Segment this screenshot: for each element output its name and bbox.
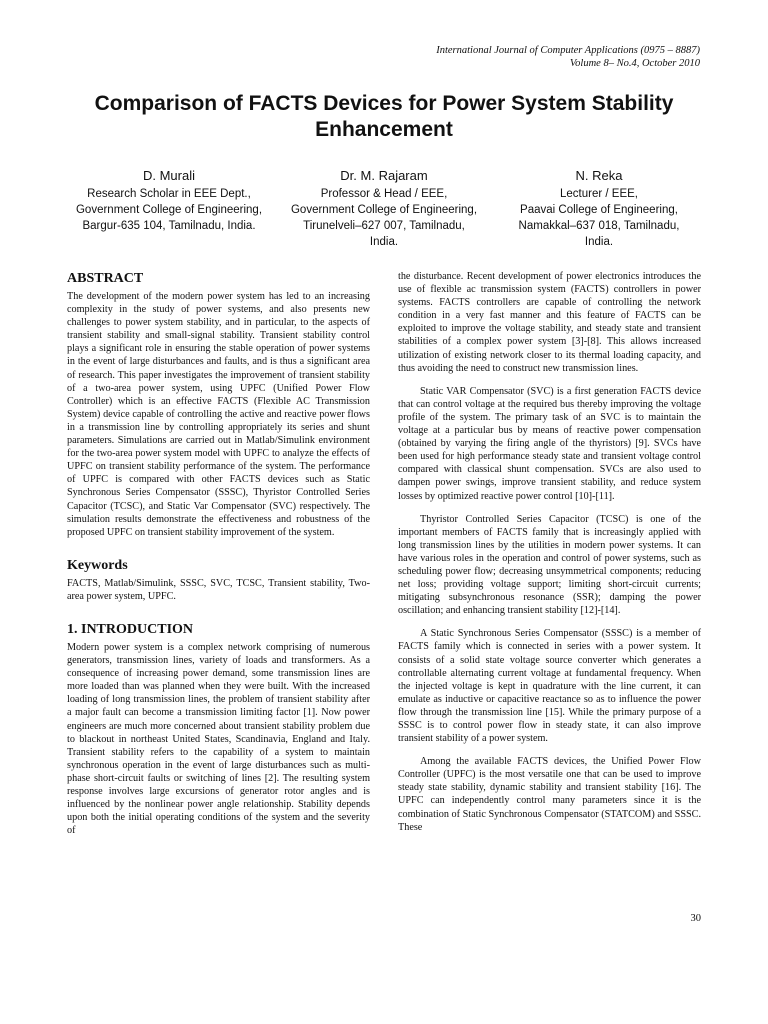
author-affiliation-line: India. bbox=[369, 236, 399, 248]
author-block bbox=[64, 166, 704, 250]
journal-volume: Volume 8– No.4, October 2010 bbox=[569, 58, 700, 69]
author-affiliation-line: Government College of Engineering, bbox=[290, 204, 478, 216]
paper-title: Comparison of FACTS Devices for Power System Stability Enhancement bbox=[94, 92, 674, 141]
keywords-text: FACTS, Matlab/Simulink, SSSC, SVC, TCSC, Transient stability, Two-area power system, UPFC. bbox=[67, 577, 370, 602]
introduction-paragraph: Modern power system is a complex network comprising of numerous generators, transmission lines, variety of loads and transformers. As a consequence of increasing power demand, some transmission lines are more loaded than was planned when they were built. With the increased loading of long transmission lines, the problem of transient stability after a major fault can become a transmission limiting factor [1]. Now power engineers are much more concerned about transient stability problem due to blackout in northeast United States, Scandinavia, England and Italy. Transient stability refers to the capability of a system to maintain synchronous operation in the event of large disturbances such as multi-phase short-circuit faults or switching of lines [2]. The resulting system response involves large excursions of generator rotor angles and is influenced by the nonlinear power angle relationship. Stability depends upon both the initial operating conditions of the system and the severity of bbox=[67, 641, 370, 837]
author-affiliation-line: Lecturer / EEE, bbox=[560, 188, 638, 200]
author-2 bbox=[279, 166, 489, 250]
introduction-paragraph: the disturbance. Recent development of power electronics introduces the use of flexible ac transmission system (FACTS) controllers in power systems. FACTS controllers are capable of controlling the network condition in a very fast manner and this feature of FACTS can be exploited to improve the voltage stability, and steady state and transient stabilities of a complex power system [3]-[8]. This allows increased utilization of existing network closer to its thermal loading capacity, and thus avoiding the need to construct new transmission lines. bbox=[398, 271, 701, 374]
introduction-heading: 1. INTRODUCTION bbox=[67, 621, 194, 637]
introduction-paragraph: Among the available FACTS devices, the Unified Power Flow Controller (UPFC) is the most versatile one that can be used to improve steady state stability, dynamic stability and transient stability [16]. The UPFC can independently control many parameters since it is the combination of Static Synchronous Compensator (STATCOM) and SSSC. These bbox=[398, 756, 701, 833]
author-affiliation-line: Tirunelveli–627 007, Tamilnadu, bbox=[303, 220, 465, 232]
author-name: N. Reka bbox=[575, 168, 623, 183]
journal-name: International Journal of Computer Applications (0975 – 8887) bbox=[436, 45, 700, 56]
right-column bbox=[398, 270, 701, 844]
author-name: Dr. M. Rajaram bbox=[340, 168, 428, 183]
author-affiliation-line: Namakkal–637 018, Tamilnadu, bbox=[518, 220, 680, 232]
author-3 bbox=[494, 166, 704, 250]
author-affiliation-line: Bargur-635 104, Tamilnadu, India. bbox=[82, 220, 256, 232]
left-column bbox=[67, 270, 370, 847]
keywords-heading: Keywords bbox=[67, 557, 128, 573]
introduction-paragraph: Thyristor Controlled Series Capacitor (TCSC) is one of the important members of FACTS family that is increasingly applied with long transmission lines by the utilities in modern power systems. It can have various roles in the operation and control of power systems, such as scheduling power flow; decreasing unsymmetrical components; reducing net loss; providing voltage support; limiting short-circuit currents; mitigating subsynchronous resonance (SSR); damping the power oscillation; and enhancing transient stability [12]-[14]. bbox=[398, 513, 701, 617]
author-affiliation-line: Professor & Head / EEE, bbox=[320, 188, 448, 200]
page-number: 30 bbox=[690, 913, 701, 924]
author-affiliation-line: Paavai College of Engineering, bbox=[520, 204, 678, 216]
author-affiliation-line: Government College of Engineering, bbox=[75, 204, 263, 216]
abstract-text: The development of the modern power system has led to an increasing complexity in the study of power systems, and also presents new challenges to power system stability, and in particular, to the aspects of transient stability and small-signal stability. Transient stability control plays a significant role in ensuring the stable operation of power systems in the event of large disturbances and faults, and is thus a significant area of research. This paper investigates the improvement of transient stability of a two-area power system, using UPFC (Unified Power Flow Controller) which is an effective FACTS (Flexible AC Transmission System) device capable of controlling the active and reactive power flows in a transmission line by controlling appropriately its series and shunt parameters. Simulations are carried out in Matlab/Simulink environment for the two-area power system model with UPFC to analyze the effects of UPFC on transient stability performance of the system. The performance of UPFC is compared with other FACTS devices such as Static Synchronous Series Compensator (SSSC), Thyristor Controlled Series Capacitor (TCSC), and Static Var Compensator (SVC) respectively. The simulation results demonstrate the effectiveness and robustness of the proposed UPFC on transient stability improvement of the system. bbox=[67, 291, 370, 538]
abstract-heading: ABSTRACT bbox=[67, 271, 144, 286]
author-1 bbox=[64, 166, 274, 250]
author-affiliation-line: India. bbox=[584, 236, 614, 248]
journal-header bbox=[436, 44, 700, 70]
introduction-paragraph: Static VAR Compensator (SVC) is a first generation FACTS device that can control voltage at the required bus thereby improving the voltage profile of the system. The primary task of an SVC is to maintain the voltage at a particular bus by means of reactive power compensation (obtained by varying the firing angle of the thyristors) [9]. SVCs have been used for high performance steady state and transient voltage control compared with classical shunt compensation. SVCs are also used to dampen power swings, improve transient stability, and reduce system losses by optimized reactive power control [10]-[11]. bbox=[398, 385, 701, 502]
introduction-paragraph: A Static Synchronous Series Compensator (SSSC) is a member of FACTS family which is connected in series with a power system. It consists of a solid state voltage source converter which generates a controllable alternating current voltage at fundamental frequency. When the injected voltage is kept in quadrature with the line current, it can emulate as inductive or capacitive reactance so as to influence the power flow through the transmission line [15]. While the primary purpose of a SSSC is to control power flow in steady state, it can also improve transient stability of a power system. bbox=[398, 628, 701, 745]
author-affiliation-line: Research Scholar in EEE Dept., bbox=[87, 188, 251, 200]
author-name: D. Murali bbox=[142, 168, 195, 183]
